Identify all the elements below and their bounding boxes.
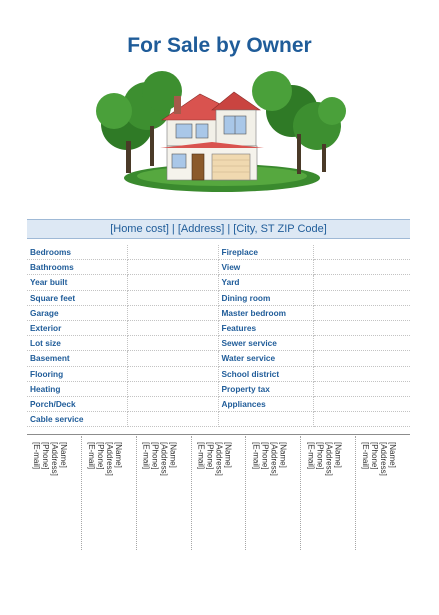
features-table: [27, 245, 410, 427]
tab-email: [E-mail]: [141, 442, 151, 470]
tab-address: [Address]: [214, 442, 224, 476]
tab-name: [Name]: [388, 442, 398, 468]
feature-row: [27, 366, 410, 381]
tab-phone: [Phone]: [41, 442, 50, 470]
tab-email: [E-mail]: [361, 442, 371, 470]
feature-value-left[interactable]: [127, 412, 218, 427]
feature-value-left[interactable]: [127, 336, 218, 351]
tab-email: [E-mail]: [32, 442, 41, 470]
feature-value-right[interactable]: [313, 336, 410, 351]
feature-value-left[interactable]: [127, 275, 218, 290]
tab-address: [Address]: [379, 442, 389, 476]
feature-label-right: View: [218, 260, 313, 275]
feature-row: [27, 290, 410, 305]
tear-off-tab: [356, 436, 410, 550]
tab-phone: [Phone]: [370, 442, 380, 470]
feature-label-left: Lot size: [27, 336, 127, 351]
feature-label-right: Yard: [218, 275, 313, 290]
tab-name: [Name]: [59, 442, 68, 468]
feature-value-right[interactable]: [313, 275, 410, 290]
tear-off-tab: [246, 436, 301, 550]
tab-contact-info: [306, 442, 342, 476]
tab-name: [Name]: [168, 442, 178, 468]
feature-label-right: Master bedroom: [218, 305, 313, 320]
feature-row: [27, 275, 410, 290]
feature-value-right[interactable]: [313, 351, 410, 366]
feature-value-left[interactable]: [127, 305, 218, 320]
tab-name: [Name]: [333, 442, 343, 468]
feature-value-left[interactable]: [127, 320, 218, 335]
feature-label-left: Cable service: [27, 412, 127, 427]
feature-label-left: Flooring: [27, 366, 127, 381]
feature-value-left[interactable]: [127, 396, 218, 411]
tab-address: [Address]: [159, 442, 169, 476]
feature-row: [27, 351, 410, 366]
feature-label-left: Bedrooms: [27, 245, 127, 260]
feature-label-left: Year built: [27, 275, 127, 290]
feature-label-left: Porch/Deck: [27, 396, 127, 411]
feature-value-right[interactable]: [313, 305, 410, 320]
feature-value-right[interactable]: [313, 290, 410, 305]
feature-value-left[interactable]: [127, 381, 218, 396]
feature-label-right: [218, 412, 313, 427]
feature-row: [27, 320, 410, 335]
feature-value-right[interactable]: [313, 320, 410, 335]
tab-name: [Name]: [113, 442, 123, 468]
feature-label-right: Dining room: [218, 290, 313, 305]
tab-email: [E-mail]: [306, 442, 316, 470]
tab-name: [Name]: [223, 442, 233, 468]
tab-phone: [Phone]: [150, 442, 160, 470]
cut-line-divider: [27, 434, 410, 435]
feature-label-right: Features: [218, 320, 313, 335]
tab-contact-info: [251, 442, 287, 476]
feature-value-right[interactable]: [313, 412, 410, 427]
feature-row: [27, 260, 410, 275]
tab-phone: [Phone]: [95, 442, 105, 470]
tear-off-tab: [82, 436, 137, 550]
feature-value-right[interactable]: [313, 396, 410, 411]
feature-label-right: Property tax: [218, 381, 313, 396]
feature-label-right: Sewer service: [218, 336, 313, 351]
tab-address: [Address]: [50, 442, 59, 476]
feature-value-left[interactable]: [127, 351, 218, 366]
feature-row: [27, 336, 410, 351]
tear-off-tab: [137, 436, 192, 550]
tab-phone: [Phone]: [260, 442, 270, 470]
tab-address: [Address]: [104, 442, 114, 476]
tear-off-tab: [192, 436, 247, 550]
tear-off-tabs: [27, 436, 410, 550]
tab-contact-info: [197, 442, 233, 476]
tab-phone: [Phone]: [205, 442, 215, 470]
house-illustration: [92, 66, 347, 196]
tab-address: [Address]: [269, 442, 279, 476]
feature-row: [27, 245, 410, 260]
feature-value-right[interactable]: [313, 381, 410, 396]
tear-off-tab: [301, 436, 356, 550]
feature-value-left[interactable]: [127, 290, 218, 305]
tab-name: [Name]: [278, 442, 288, 468]
feature-row: [27, 305, 410, 320]
feature-row: [27, 412, 410, 427]
tab-contact-info: [142, 442, 178, 476]
feature-label-right: School district: [218, 366, 313, 381]
tab-email: [E-mail]: [86, 442, 96, 470]
feature-row: [27, 396, 410, 411]
feature-value-right[interactable]: [313, 366, 410, 381]
feature-label-right: Appliances: [218, 396, 313, 411]
feature-value-right[interactable]: [313, 260, 410, 275]
tab-contact-info: [361, 442, 397, 476]
feature-label-left: Garage: [27, 305, 127, 320]
tab-email: [E-mail]: [251, 442, 261, 470]
feature-label-right: Water service: [218, 351, 313, 366]
feature-label-left: Basement: [27, 351, 127, 366]
feature-value-left[interactable]: [127, 260, 218, 275]
feature-label-left: Square feet: [27, 290, 127, 305]
feature-value-left[interactable]: [127, 245, 218, 260]
tear-off-tab: [27, 436, 82, 550]
page-title: For Sale by Owner: [127, 34, 312, 57]
address-bar: [Home cost] | [Address] | [City, ST ZIP Code]: [27, 219, 410, 239]
feature-label-left: Heating: [27, 381, 127, 396]
tab-address: [Address]: [324, 442, 334, 476]
tab-email: [E-mail]: [196, 442, 206, 470]
feature-value-left[interactable]: [127, 366, 218, 381]
feature-row: [27, 381, 410, 396]
tab-contact-info: [87, 442, 123, 476]
feature-label-right: Fireplace: [218, 245, 313, 260]
tab-phone: [Phone]: [315, 442, 325, 470]
tab-contact-info: [32, 442, 68, 476]
feature-label-left: Bathrooms: [27, 260, 127, 275]
feature-label-left: Exterior: [27, 320, 127, 335]
feature-value-right[interactable]: [313, 245, 410, 260]
